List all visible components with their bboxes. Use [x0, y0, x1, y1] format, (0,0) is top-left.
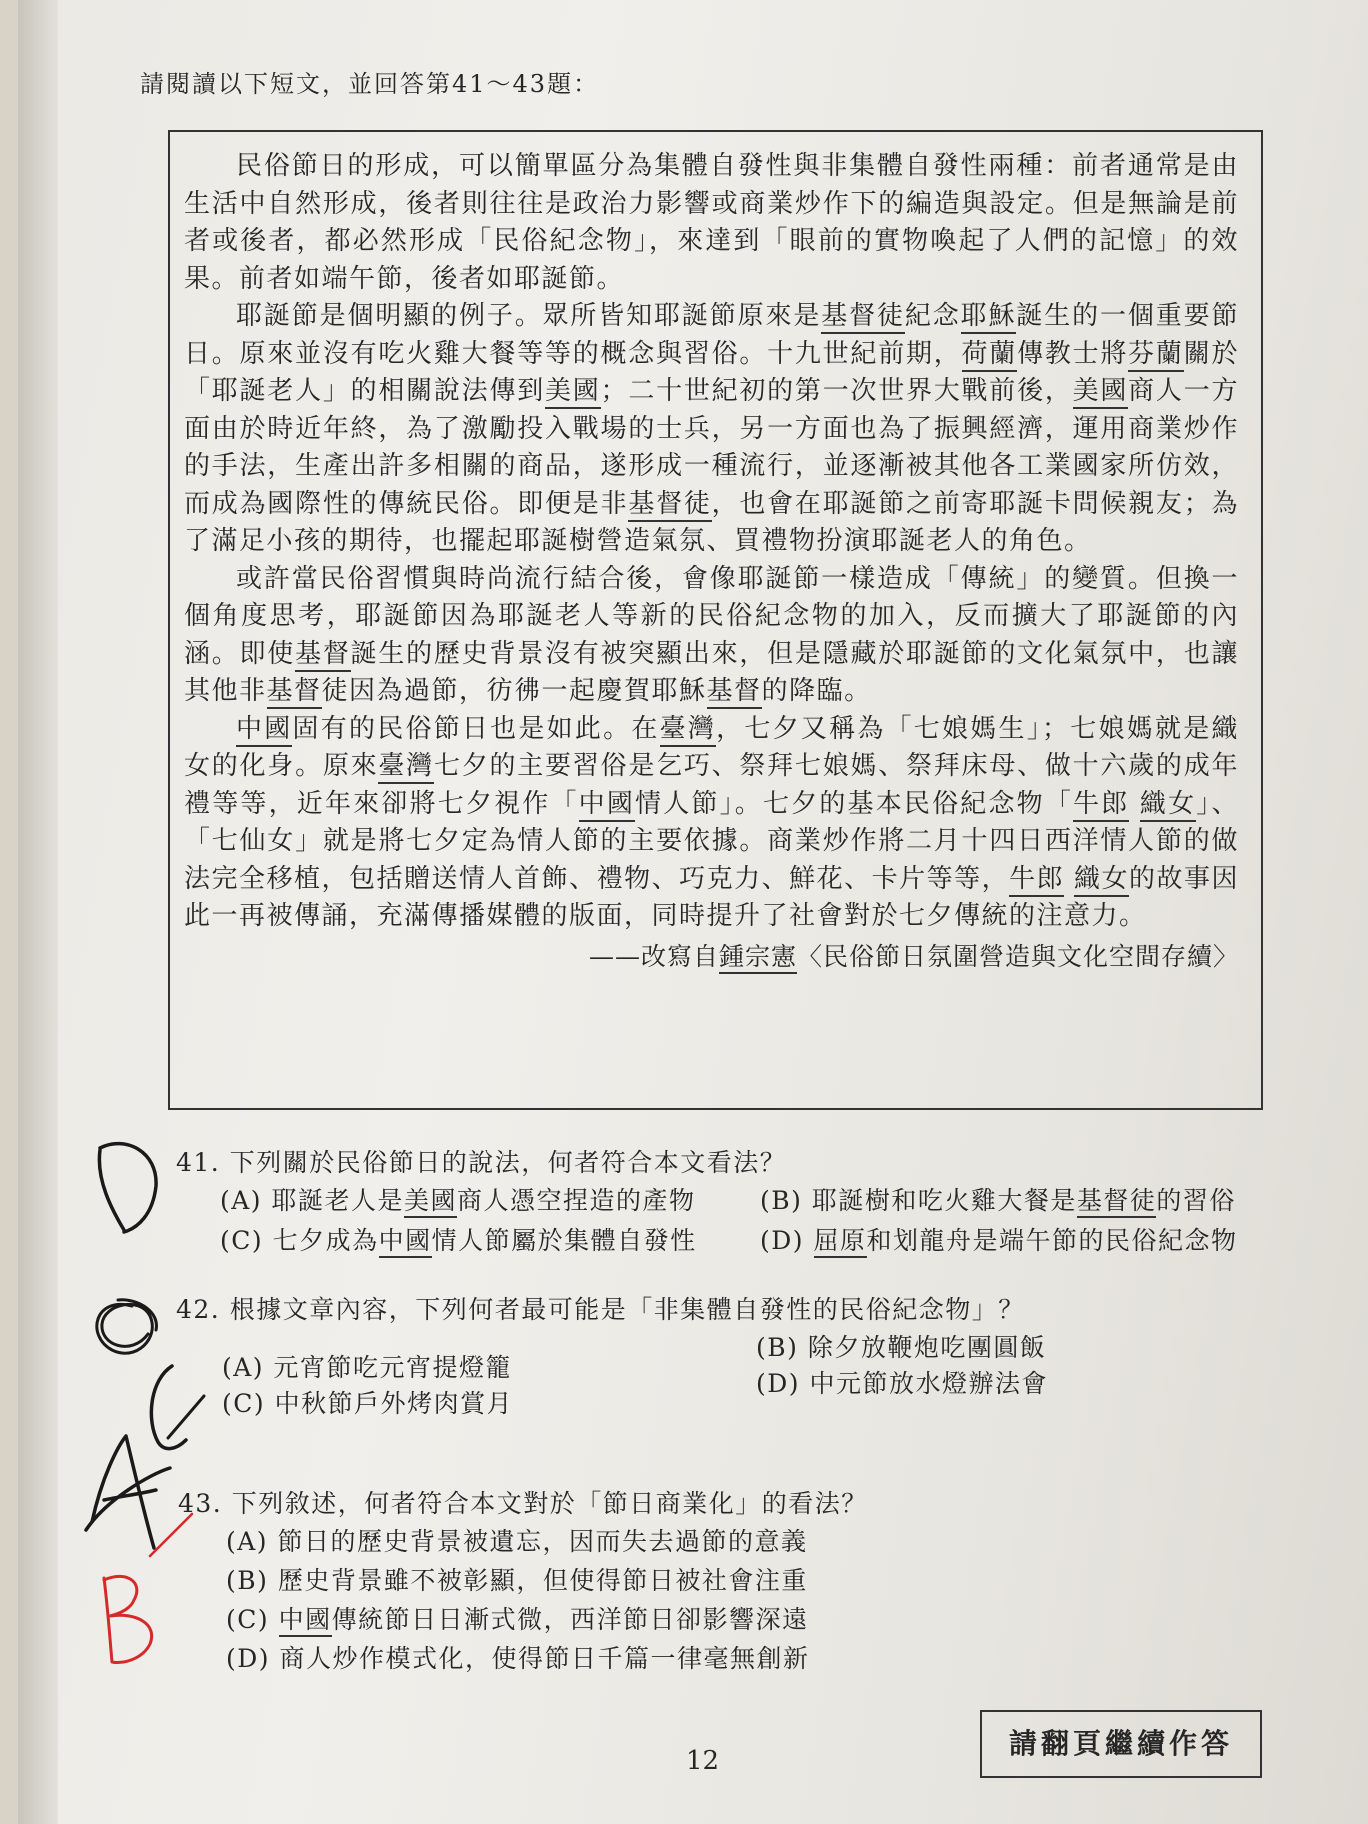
text-run: 的習俗 — [1156, 1186, 1236, 1215]
proper-noun-underline: 織女 — [1074, 864, 1129, 897]
text-run: 的故事因此一再被傳誦，充滿傳播媒體的版面，同時提升了社會對於七夕傳統的注意力。 — [184, 863, 1239, 931]
turn-page-notice: 請翻頁繼續作答 — [980, 1710, 1262, 1778]
question-43-option-d — [226, 1639, 868, 1678]
proper-noun-underline: 芬蘭 — [1128, 339, 1184, 372]
proper-noun-underline: 牛郎 — [1073, 789, 1129, 822]
text-run: ；二十世紀初的第一次世界大戰前後， — [600, 376, 1073, 406]
passage-paragraph-1 — [184, 148, 1239, 298]
text-run: 或許當民俗習慣與時尚流行結合後，會像耶誕節一樣造成「傳統」的變質。但換一個角度思考，耶誕節因為耶誕老人等新的民俗紀念物的加入，反而擴大了耶誕節的內涵。即使 — [184, 563, 1239, 669]
text-run: 〈民俗節日氛圍營造與文化空間存續〉 — [796, 941, 1239, 971]
question-43-option-a — [226, 1522, 868, 1561]
passage-box — [168, 130, 1263, 1110]
text-run: (D) — [760, 1226, 814, 1255]
question-43-option-c — [226, 1600, 868, 1639]
question-41-option-a — [220, 1181, 760, 1221]
text-run: 誕生的一個重要節日。原來並沒有吃火雞大餐等等的概念與習俗。十九世紀前期， — [184, 301, 1239, 369]
proper-noun-underline: 美國 — [545, 376, 601, 409]
page-number: 12 — [686, 1746, 720, 1776]
text-run: 民俗節日的形成，可以簡單區分為集體自發性與非集體自發性兩種：前者通常是由生活中自然形成，後者則往往是政治力影響或商業炒作下的編造與設定。但是無論是前者或後者，都必然形成「民俗紀念物」，來達到「眼前的實物喚起了人們的記憶」的效果。前者如端午節，後者如耶誕節。 — [184, 151, 1239, 294]
reading-instruction: 請閱讀以下短文，並回答第41～43題： — [140, 70, 600, 98]
proper-noun-underline: 中國 — [579, 789, 635, 822]
exam-page — [18, 0, 1368, 1824]
question-41-option-c — [220, 1221, 760, 1261]
proper-noun-underline: 臺灣 — [660, 714, 716, 747]
question-41-stem: 41. 下列關於民俗節日的說法，何者符合本文看法？ — [176, 1148, 787, 1177]
text-run — [1064, 864, 1074, 894]
proper-noun-underline: 織女 — [1140, 789, 1196, 822]
passage-source — [184, 938, 1239, 976]
question-43-stem: 43. 下列敘述，何者符合本文對於「節日商業化」的看法？ — [178, 1489, 868, 1518]
text-run: 」、「七仙女」就是將七夕定為情人節的主要依據。商業炒作將二月十四日西洋情人節的做法完全移植，包括贈送情人首飾、禮物、巧克力、鮮花、卡片等等， — [184, 788, 1239, 894]
question-43 — [178, 1486, 868, 1678]
text-run: 商人一方面由於時近年終，為了激勵投入戰場的士兵，另一方面也為了振興經濟，運用商業炒作的手法，生產出許多相關的商品，遂形成一種流行，並逐漸被其他各工業國家所仿效，而成為國際性的傳統民俗。即便是非 — [184, 376, 1239, 519]
text-run: 耶誕節是個明顯的例子。眾所皆知耶誕節原來是 — [236, 301, 822, 331]
proper-noun-underline: 鍾宗憲 — [719, 942, 797, 974]
proper-noun-underline: 臺灣 — [378, 751, 434, 784]
text-run: 商人憑空捏造的產物 — [457, 1186, 696, 1215]
proper-noun-underline: 荷蘭 — [962, 339, 1018, 372]
text-run: 和划龍舟是端午節的民俗紀念物 — [866, 1226, 1238, 1255]
proper-noun-underline: 屈原 — [814, 1226, 867, 1258]
proper-noun-underline: 牛郎 — [1009, 864, 1064, 897]
text-run: (C) — [226, 1605, 279, 1634]
proper-noun-underline: 美國 — [1073, 376, 1129, 409]
question-42-stem: 42. 根據文章內容，下列何者最可能是「非集體自發性的民俗紀念物」？ — [176, 1295, 1025, 1324]
question-42 — [176, 1292, 1076, 1423]
question-41-option-d — [760, 1221, 1238, 1261]
text-run: (A) 耶誕老人是 — [220, 1186, 405, 1215]
question-41 — [176, 1145, 1238, 1261]
proper-noun-underline: 基督 — [707, 676, 762, 709]
question-41-option-b — [760, 1181, 1236, 1221]
question-42-option-a: (A) 元宵節吃元宵提燈籠 — [222, 1353, 513, 1382]
proper-noun-underline: 基督 — [267, 676, 322, 709]
passage-paragraph-3 — [184, 561, 1239, 711]
passage-paragraph-2 — [184, 298, 1239, 561]
text-run: 情人節屬於集體自發性 — [431, 1226, 697, 1255]
text-run: 誕生的歷史背景沒有被突顯出來，但是隱藏於耶誕節的文化氣氛中，也讓其他非 — [184, 638, 1239, 706]
question-42-option-d: (D) 中元節放水燈辦法會 — [756, 1369, 1048, 1398]
text-run: 固有的民俗節日也是如此。在 — [292, 713, 660, 744]
text-run: (B) 歷史背景雖不被彰顯，但使得節日被社會注重 — [226, 1566, 808, 1595]
proper-noun-underline: 美國 — [404, 1186, 457, 1218]
text-run: 七夕的主要習俗是乞巧、祭拜七娘媽、祭拜床母、做十六歲的成年禮等等，近年來卻將七夕視作「 — [184, 751, 1239, 819]
text-run: ——改寫自 — [588, 941, 719, 971]
text-run: 情人節」。七夕的基本民俗紀念物「 — [635, 788, 1074, 819]
proper-noun-underline: 中國 — [279, 1605, 332, 1637]
proper-noun-underline: 中國 — [236, 714, 292, 747]
text-run: 徒因為過節，彷彿一起慶賀耶穌 — [321, 676, 707, 706]
text-run: 傳統節日日漸式微，西洋節日卻影響深遠 — [331, 1605, 809, 1634]
proper-noun-underline: 基督徒 — [1077, 1186, 1157, 1218]
text-run: 的降臨。 — [761, 676, 872, 706]
text-run: (D) 商人炒作模式化，使得節日千篇一律毫無創新 — [226, 1644, 810, 1673]
text-run: 紀念 — [904, 301, 961, 331]
text-run: 傳教士將 — [1017, 338, 1129, 369]
page-binding-edge — [18, 0, 58, 1824]
proper-noun-underline: 基督 — [295, 639, 351, 672]
text-run: ，也會在耶誕節之前寄耶誕卡問候親友；為了滿足小孩的期待，也擺起耶誕樹營造氣氛、買禮物扮演耶誕老人的角色。 — [184, 488, 1239, 556]
proper-noun-underline: 耶穌 — [961, 301, 1017, 334]
question-42-option-b: (B) 除夕放鞭炮吃團圓飯 — [756, 1333, 1047, 1362]
question-42-option-c: (C) 中秋節戶外烤肉賞月 — [222, 1389, 514, 1418]
text-run: (C) 七夕成為 — [220, 1226, 379, 1255]
proper-noun-underline: 基督徒 — [628, 489, 711, 522]
text-run — [1129, 789, 1139, 819]
proper-noun-underline: 基督徒 — [821, 301, 905, 334]
text-run: (B) 耶誕樹和吃火雞大餐是 — [760, 1186, 1077, 1215]
passage-paragraph-4 — [184, 711, 1239, 936]
proper-noun-underline: 中國 — [379, 1226, 432, 1258]
question-43-option-b — [226, 1561, 868, 1600]
text-run: ，七夕又稱為「七娘媽生」；七娘媽就是織女的化身。原來 — [184, 713, 1239, 781]
text-run: (A) 節日的歷史背景被遺忘，因而失去過節的意義 — [226, 1527, 808, 1556]
text-run: 關於「耶誕老人」的相關說法傳到 — [184, 338, 1239, 406]
